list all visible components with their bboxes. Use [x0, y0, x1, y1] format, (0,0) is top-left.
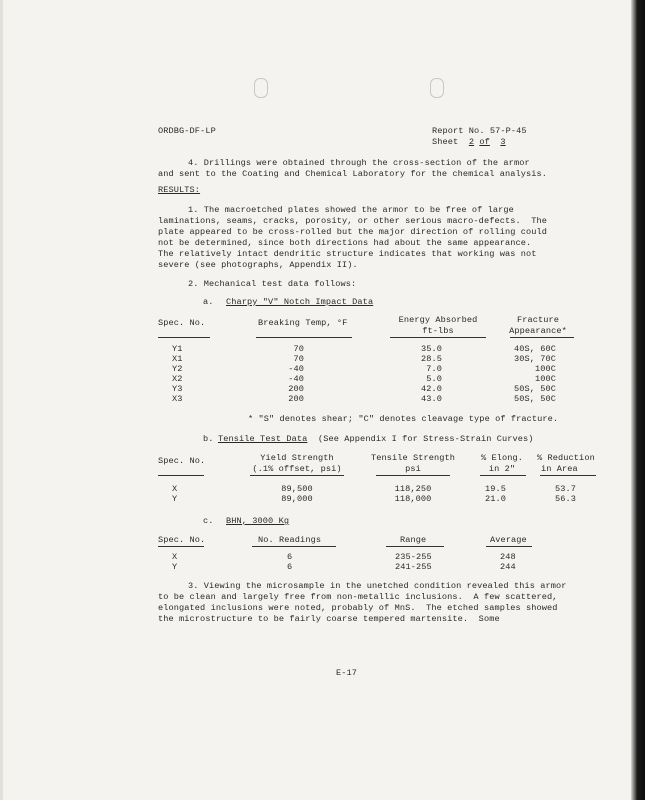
sheet-indicator	[432, 137, 506, 147]
charpy-spec-cell: X3	[172, 394, 183, 404]
charpy-header-frac2: Appearance*	[509, 326, 567, 336]
tensile-yield-cell: 89,500	[281, 484, 313, 494]
tensile-header-yield2: (.1% offset, psi)	[252, 464, 342, 474]
para3-line1: 3. Viewing the microsample in the unetched condition revealed this armor	[188, 581, 567, 591]
charpy-temp-cell: -40	[288, 364, 304, 374]
bhn-rule-spec	[158, 546, 204, 547]
tensile-rule-spec	[158, 475, 204, 476]
tensile-prefix: b.	[203, 434, 214, 444]
para4-line2: and sent to the Coating and Chemical Laboratory for the chemical analysis.	[158, 169, 548, 179]
bhn-avg-cell: 248	[500, 552, 516, 562]
sheet-total: 3	[500, 137, 506, 147]
tensile-header-yield1: Yield Strength	[260, 453, 334, 463]
charpy-spec-cell: Y1	[172, 344, 183, 354]
charpy-prefix: a.	[203, 297, 214, 307]
bhn-range-cell: 241-255	[395, 562, 432, 572]
charpy-energy-cell: 35.0	[420, 344, 442, 354]
para1-line3: plate appeared to be cross-rolled but the major direction of rolling could	[158, 227, 548, 237]
charpy-energy-cell: 5.0	[426, 374, 442, 384]
office-code: ORDBG-DF-LP	[158, 126, 216, 136]
tensile-tensile-cell: 118,250	[394, 484, 432, 494]
charpy-frac-cell: 30S, 70C	[513, 354, 556, 364]
bhn-readings-cell: 6	[287, 552, 293, 562]
tensile-title: Tensile Test Data	[218, 434, 308, 444]
tensile-rule-elong	[480, 475, 526, 476]
charpy-energy-cell: 28.5	[420, 354, 442, 364]
bhn-spec-cell: Y	[172, 562, 178, 572]
bhn-readings-cell: 6	[287, 562, 293, 572]
tensile-spec-cell: Y	[172, 494, 178, 504]
sheet-number: 2	[468, 137, 475, 147]
charpy-header-spec: Spec. No.	[158, 318, 206, 328]
charpy-spec-cell: X1	[172, 354, 183, 364]
tensile-red-cell: 56.3	[555, 494, 577, 504]
bhn-prefix: c.	[203, 516, 214, 526]
tensile-rule-red	[540, 475, 596, 476]
para1-line5: The relatively intact dendritic structure indicates that working was not	[158, 249, 537, 259]
tensile-spec-cell: X	[172, 484, 178, 494]
tensile-header-elong1: % Elong.	[480, 453, 524, 463]
para2-text: 2. Mechanical test data follows:	[188, 279, 357, 289]
bhn-rule-avg	[486, 546, 532, 547]
charpy-frac-cell: 100C	[534, 364, 556, 374]
charpy-temp-cell: 200	[288, 384, 304, 394]
charpy-header-energy2: ft-lbs	[422, 326, 454, 336]
charpy-frac-cell: 40S, 60C	[513, 344, 556, 354]
tensile-red-cell: 53.7	[555, 484, 577, 494]
charpy-temp-cell: 200	[288, 394, 304, 404]
bhn-header-range: Range	[400, 535, 427, 545]
para1-line4: not be determined, since both directions had about the same appearance.	[158, 238, 532, 248]
charpy-title: Charpy "V" Notch Impact Data	[226, 297, 374, 307]
bhn-range-cell: 235-255	[395, 552, 432, 562]
para4-line1: 4. Drillings were obtained through the cross-section of the armor	[188, 158, 530, 168]
para1-line2: laminations, seams, cracks, porosity, or other serious macro-defects. The	[158, 216, 548, 226]
bhn-header-spec: Spec. No.	[158, 535, 206, 545]
sheet-of: of	[479, 137, 490, 147]
charpy-rule-temp	[256, 337, 352, 338]
bhn-title: BHN, 3000 Kg	[226, 516, 290, 526]
binder-hole-left	[254, 78, 268, 98]
tensile-header-elong2: in 2"	[488, 464, 516, 474]
para3-line3: elongated inclusions were noted, probably of MnS. The etched samples showed	[158, 603, 558, 613]
charpy-frac-cell: 100C	[534, 374, 556, 384]
para1-line1: 1. The macroetched plates showed the armor to be free of large	[188, 205, 514, 215]
bhn-spec-cell: X	[172, 552, 178, 562]
charpy-energy-cell: 43.0	[420, 394, 442, 404]
tensile-header-tensile2: psi	[405, 464, 421, 474]
bhn-rule-readings	[252, 546, 336, 547]
charpy-rule-spec	[158, 337, 210, 338]
tensile-tensile-cell: 118,000	[394, 494, 432, 504]
page-number: E-17	[336, 668, 358, 678]
page-edge-left	[0, 0, 3, 800]
charpy-energy-cell: 7.0	[426, 364, 442, 374]
bhn-rule-range	[386, 546, 444, 547]
charpy-temp-cell: 70	[293, 344, 304, 354]
tensile-note: (See Appendix I for Stress-Strain Curves)	[318, 434, 534, 444]
tensile-yield-cell: 89,000	[281, 494, 313, 504]
tensile-header-spec: Spec. No.	[158, 456, 206, 466]
tensile-header-red1: % Reduction	[537, 453, 595, 463]
para1-line6: severe (see photographs, Appendix II).	[158, 260, 358, 270]
tensile-elong-cell: 19.5	[485, 484, 507, 494]
para3-line2: to be clean and largely free from non-metallic inclusions. A few scattered,	[158, 592, 558, 602]
charpy-frac-cell: 50S, 50C	[513, 384, 556, 394]
tensile-rule-yield	[250, 475, 344, 476]
report-number: Report No. 57-P-45	[432, 126, 527, 136]
bhn-avg-cell: 244	[500, 562, 516, 572]
charpy-header-energy1: Energy Absorbed	[398, 315, 478, 325]
results-heading: RESULTS:	[158, 185, 201, 195]
bhn-header-readings: No. Readings	[258, 535, 322, 545]
charpy-spec-cell: Y3	[172, 384, 183, 394]
charpy-header-temp: Breaking Temp, °F	[258, 318, 348, 328]
tensile-header-red2: in Area	[541, 464, 578, 474]
tensile-rule-tensile	[376, 475, 450, 476]
charpy-rule-frac	[510, 337, 574, 338]
tensile-elong-cell: 21.0	[485, 494, 507, 504]
charpy-spec-cell: X2	[172, 374, 183, 384]
charpy-footnote: * "S" denotes shear; "C" denotes cleavage type of fracture.	[248, 414, 559, 424]
charpy-energy-cell: 42.0	[420, 384, 442, 394]
charpy-frac-cell: 50S, 50C	[513, 394, 556, 404]
charpy-header-frac1: Fracture	[516, 315, 560, 325]
bhn-header-avg: Average	[490, 535, 527, 545]
para3-line4: the microstructure to be fairly coarse tempered martensite. Some	[158, 614, 500, 624]
binder-hole-right	[430, 78, 444, 98]
charpy-temp-cell: 70	[293, 354, 304, 364]
charpy-spec-cell: Y2	[172, 364, 183, 374]
page-edge-right	[631, 0, 645, 800]
charpy-temp-cell: -40	[288, 374, 304, 384]
sheet-label: Sheet	[432, 137, 459, 147]
tensile-header-tensile1: Tensile Strength	[370, 453, 456, 463]
charpy-rule-energy	[390, 337, 486, 338]
